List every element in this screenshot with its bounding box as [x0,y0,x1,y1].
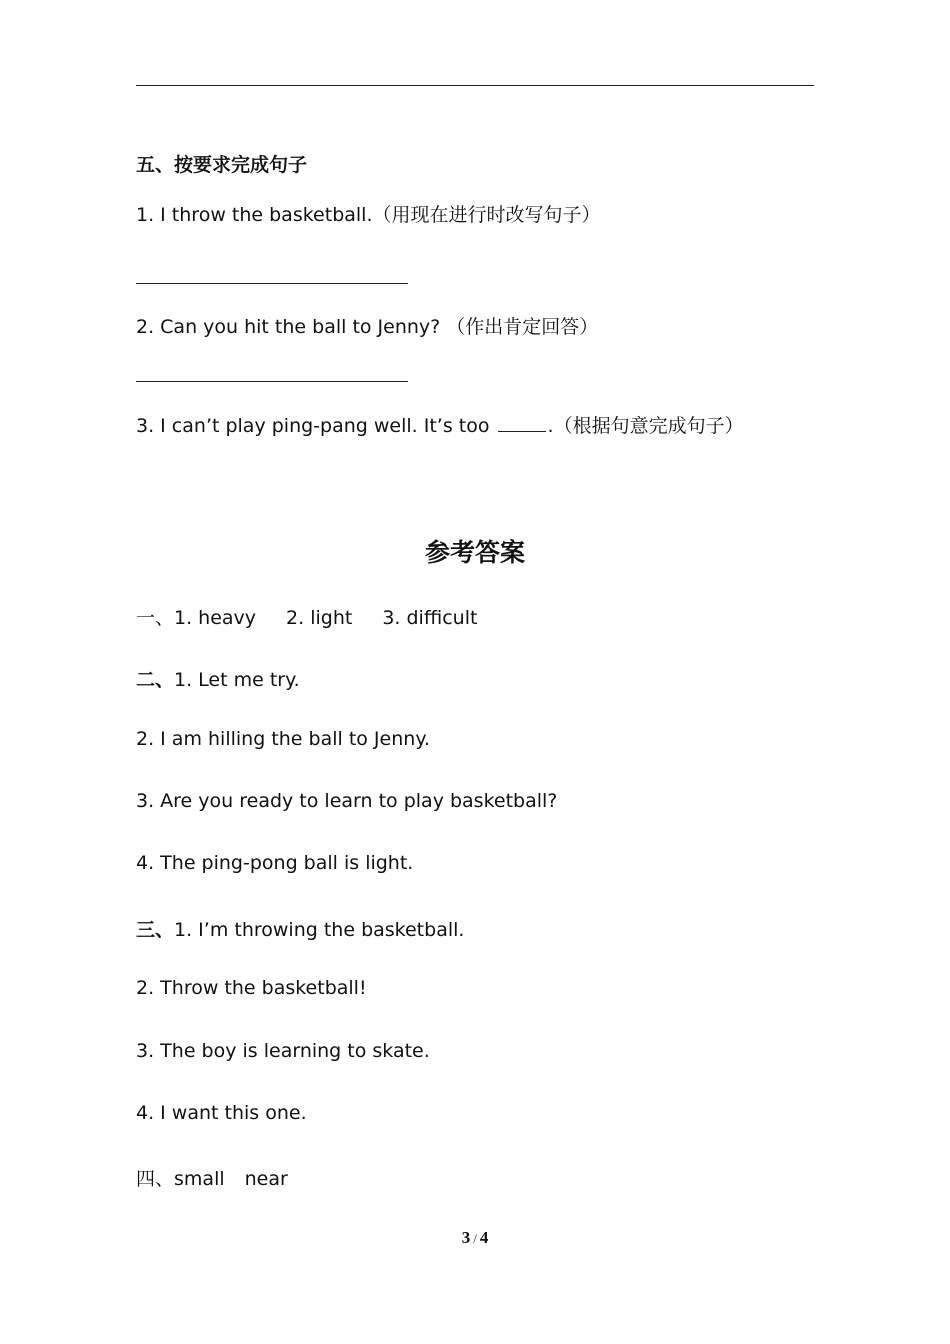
fill-in-blank [498,413,546,432]
section-prefix: 一、 [136,607,175,629]
answers-title: 参考答案 [424,538,525,567]
question-1: 1. I throw the basketball.（用现在进行时改写句子） [136,204,601,226]
answer-line-1 [136,283,408,284]
answer-item: 4. I want this one. [136,1102,307,1124]
section-prefix: 四、 [136,1168,175,1190]
answer-item: 3. The boy is learning to skate. [136,1040,430,1062]
answer-item: small [174,1168,225,1190]
answer-section-2 [136,665,300,692]
answer-item: 3. Are you ready to learn to play basketball? [136,790,558,812]
answer-section-1 [136,603,477,630]
section-prefix: 二、 [136,669,175,691]
question-3 [136,411,744,438]
answer-item: 1. I’m throwing the basketball. [174,919,465,941]
answer-item: 3. difficult [382,607,478,629]
answer-item: 1. heavy [174,607,257,629]
question-2: 2. Can you hit the ball to Jenny? （作出肯定回答） [136,316,599,338]
top-divider [136,85,814,86]
section-prefix: 三、 [136,919,175,941]
section-heading: 五、按要求完成句子 [136,154,308,176]
answer-section-3 [136,915,464,942]
answer-item: 4. The ping-pong ball is light. [136,852,414,874]
answer-item: 2. I am hilling the ball to Jenny. [136,728,430,750]
question-3-instruction: .（根据句意完成句子） [547,415,744,437]
answer-item: near [244,1168,288,1190]
answer-section-4 [136,1164,288,1191]
answer-item: 2. Throw the basketball! [136,977,367,999]
answer-item: 2. light [286,607,353,629]
question-3-text: 3. I can’t play ping-pang well. It’s too [136,415,490,437]
current-page: 3 [461,1228,471,1247]
answer-item: 1. Let me try. [174,669,300,691]
page-separator: / [473,1231,477,1246]
page-number [0,1228,950,1248]
answer-line-2 [136,381,408,382]
total-pages: 4 [479,1228,489,1247]
